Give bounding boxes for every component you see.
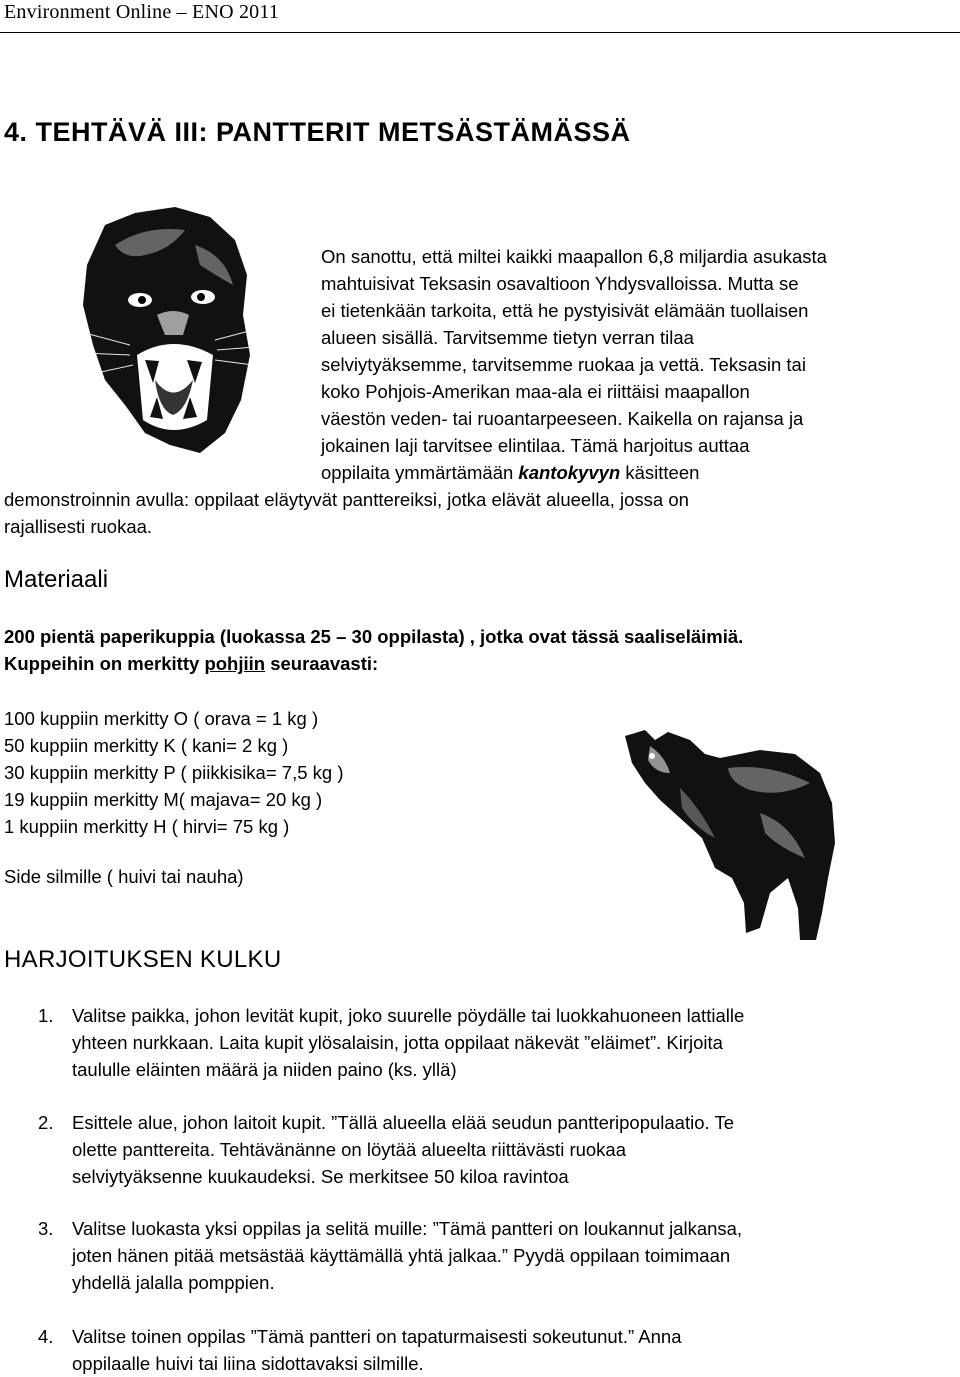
intro-text: käsitteen — [620, 462, 700, 483]
page-header: Environment Online – ENO 2011 — [4, 1, 280, 23]
material-item: 30 kuppiin merkitty P ( piikkisika= 7,5 kg ) — [4, 762, 344, 783]
cups-description: 200 pientä paperikuppia (luokassa 25 – 30 oppilasta) , jotka ovat tässä saaliseläimiä. — [4, 626, 744, 647]
intro-text: oppilaita ymmärtämään — [321, 462, 519, 483]
step-line: selviytyäksenne kuukaudeksi. Se merkitsee 50 kiloa ravintoa — [72, 1166, 569, 1187]
step-line: yhdellä jalalla pomppien. — [72, 1272, 275, 1293]
step-line: olette panttereita. Tehtävänänne on löytää alueelta riittävästi ruokaa — [72, 1139, 627, 1160]
step-line: yhteen nurkkaan. Laita kupit ylösalaisin, jotta oppilaat näkevät ”eläimet”. Kirjoita — [72, 1032, 723, 1053]
walking-panther-illustration — [620, 728, 845, 948]
intro-line: koko Pohjois-Amerikan maa-ala ei riittäisi maapallon — [321, 381, 750, 402]
step-line: joten hänen pitää metsästää käyttämällä yhtä jalkaa.” Pyydä oppilaan toimimaan — [72, 1245, 731, 1266]
step-number: 3. — [38, 1218, 54, 1239]
step-line: Valitse luokasta yksi oppilas ja selitä muille: ”Tämä pantteri on loukannut jalkansa, — [72, 1218, 743, 1239]
intro-line: jokainen laji tarvitsee elintilaa. Tämä harjoitus auttaa — [321, 435, 750, 456]
step-line: Valitse toinen oppilas ”Tämä pantteri on tapaturmaisesti sokeutunut.” Anna — [72, 1326, 682, 1347]
step-line: taululle eläinten määrä ja niiden paino (ks. yllä) — [72, 1059, 457, 1080]
intro-line: alueen sisällä. Tarvitsemme tietyn verran tilaa — [321, 327, 694, 348]
cups-marking-text: Kuppeihin on merkitty — [4, 653, 205, 674]
header-rule — [0, 32, 960, 33]
intro-line: On sanottu, että miltei kaikki maapallon 6,8 miljardia asukasta — [321, 246, 827, 267]
material-item: 50 kuppiin merkitty K ( kani= 2 kg ) — [4, 735, 289, 756]
material-item: 19 kuppiin merkitty M( majava= 20 kg ) — [4, 789, 323, 810]
step-line: Esittele alue, johon laitoit kupit. ”Tällä alueella elää seudun pantteripopulaatio. Te — [72, 1112, 734, 1133]
intro-line: väestön veden- tai ruoantarpeeseen. Kaikella on rajansa ja — [321, 408, 804, 429]
materials-heading: Materiaali — [4, 566, 109, 593]
intro-line: selviytyäksemme, tarvitsemme ruokaa ja vettä. Teksasin tai — [321, 354, 806, 375]
step-line: Valitse paikka, johon levität kupit, joko suurelle pöydälle tai luokkahuoneen lattialle — [72, 1005, 745, 1026]
cups-marking-text: seuraavasti: — [265, 653, 379, 674]
cups-marking-underlined: pohjiin — [204, 653, 266, 674]
step-line: oppilaalle huivi tai liina sidottavaksi silmille. — [72, 1353, 424, 1374]
material-item: 100 kuppiin merkitty O ( orava = 1 kg ) — [4, 708, 319, 729]
material-item: 1 kuppiin merkitty H ( hirvi= 75 kg ) — [4, 816, 290, 837]
page-title: 4. TEHTÄVÄ III: PANTTERIT METSÄSTÄMÄSSÄ — [4, 117, 631, 147]
cups-marking-note — [4, 653, 378, 675]
procedure-heading: HARJOITUKSEN KULKU — [4, 946, 282, 973]
blindfold-item: Side silmille ( huivi tai nauha) — [4, 866, 244, 887]
intro-line: mahtuisivat Teksasin osavaltioon Yhdysvalloissa. Mutta se — [321, 273, 799, 294]
step-number: 4. — [38, 1326, 54, 1347]
roaring-panther-illustration — [75, 205, 255, 460]
step-number: 2. — [38, 1112, 54, 1133]
intro-line: rajallisesti ruokaa. — [4, 516, 153, 537]
intro-line: ei tietenkään tarkoita, että he pystyisivät elämään tuollaisen — [321, 300, 809, 321]
intro-line: demonstroinnin avulla: oppilaat eläytyvät panttereiksi, jotka elävät alueella, jossa on — [4, 489, 689, 510]
keyword-carrying-capacity: kantokyvyn — [518, 462, 621, 483]
step-number: 1. — [38, 1005, 54, 1026]
intro-line — [321, 462, 699, 484]
